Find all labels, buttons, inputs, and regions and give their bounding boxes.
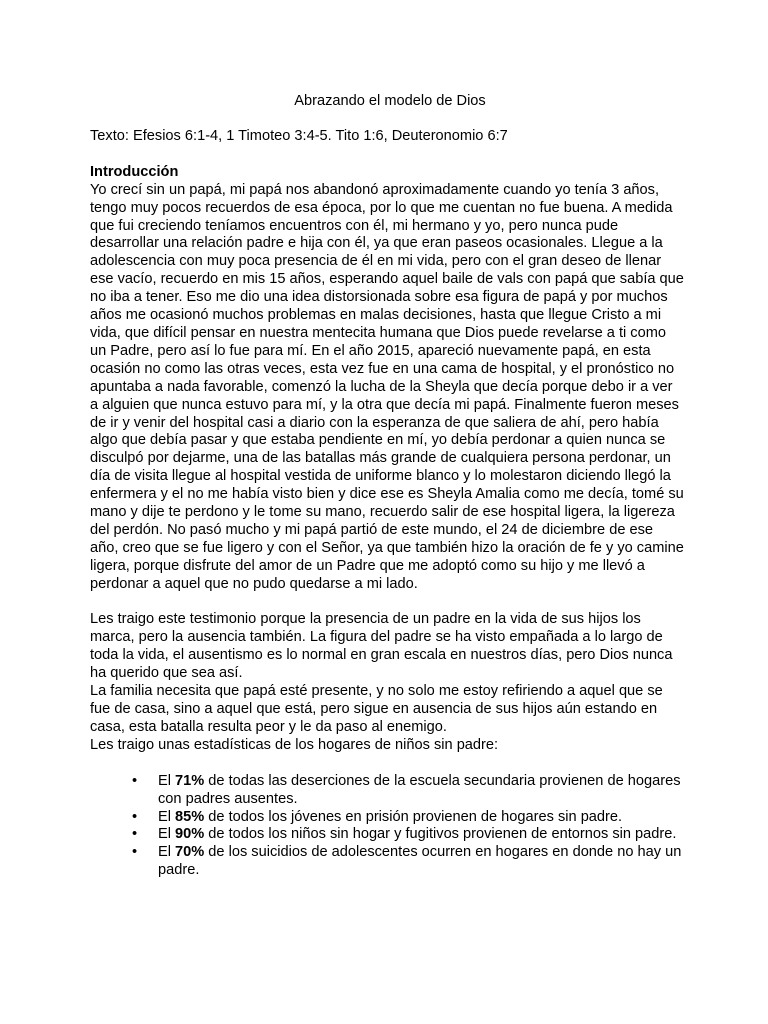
stat-prefix: El [158, 808, 176, 825]
intro-heading: Introducción [90, 163, 179, 180]
stat-percent: 71% [175, 772, 205, 789]
scripture-reference: Texto: Efesios 6:1-4, 1 Timoteo 3:4-5. Tito 1:6, Deuteronomio 6:7 [90, 127, 508, 144]
list-item [132, 826, 684, 844]
list-item [132, 844, 684, 880]
stat-percent: 90% [175, 826, 205, 843]
stat-percent: 70% [175, 844, 205, 861]
stat-prefix: El [158, 844, 176, 861]
paragraph-spacer [90, 594, 684, 612]
stat-text: de todos los niños sin hogar y fugitivos provienen de entornos sin padre. [204, 826, 677, 843]
bullet-icon: • [132, 844, 138, 861]
stat-percent: 85% [175, 808, 205, 825]
stat-text: de todos los jóvenes en prisión provienen de hogares sin padre. [204, 808, 623, 825]
bullet-icon: • [132, 772, 138, 789]
stat-text: de todas las deserciones de la escuela secundaria provienen de hogares con padres ausentes. [158, 772, 681, 807]
document-title: Abrazando el modelo de Dios [294, 93, 486, 109]
list-item [132, 773, 684, 809]
bullet-icon: • [132, 826, 138, 843]
intro-paragraph: Yo crecí sin un papá, mi papá nos abandonó aproximadamente cuando yo tenía 3 años, tengo muy pocos recuerdos de esa época, por lo que me cuentan no fue buena. A medida que fui creciendo teníamos encuentros con él, mi hermano y yo, pero nunca pude desarrollar una relación padre e hija con él, ya que eran paseos ocasionales. Llegue a la adolescencia con muy poca presencia de él en mi vida, pero con el gran deseo de llenar ese vacío, recuerdo en mis 15 años, esperando aquel baile de vals con papá que sabía que no iba a tener. Eso me dio una idea distorsionada sobre esa figura de papá y por muchos años me ocasionó muchos problemas en malas decisiones, hasta que llegue Cristo a mi vida, que difícil pensar en nuestra mentecita humana que Dios puede revelarse a ti como un Padre, pero así lo fue para mí. En el año 2015, apareció nuevamente papá, en esta ocasión no como las otras veces, esta vez fue en una cama de hospital, y el pronóstico no apuntaba a nada favorable, comenzó la lucha de la Sheyla que decía porque debo ir a ver a alguien que nunca estuvo para mí, y la otra que decía mi papá. Finalmente fueron meses de ir y venir del hospital casi a diario con la esperanza de que saliera de ahí, pero había algo que debía pasar y que estaba pendiente en mí, yo debía perdonar a quien nunca se disculpó por dejarme, una de las batallas más grande de cualquiera persona perdonar, un día de visita llegue al hospital vestida de uniforme blanco y lo molestaron diciendo llegó la enfermera y el no me había visto bien y dice ese es Sheyla Amalia como me decía, tomé su mano y dije te perdono y le tome su mano, recuerdo salir de ese hospital ligera, la ligereza del perdón. No pasó mucho y mi papá partió de este mundo, el 24 de diciembre de ese año, creo que se fue ligero y con el Señor, ya que también hizo la oración de fe y yo camine ligera, porque disfrute del amor de un Padre que me adoptó como su hijo y me llevó a perdonar a aquel que no pudo quedarse a mi lado. [90, 181, 684, 592]
stat-prefix: El [158, 826, 176, 843]
family-paragraph: La familia necesita que papá esté presente, y no solo me estoy refiriendo a aquel que se fue de casa, sino a aquel que está, pero sigue en ausencia de sus hijos aún estando en casa, esta batalla resulta peor y le da paso al enemigo. [90, 683, 663, 735]
testimony-paragraph: Les traigo este testimonio porque la presencia de un padre en la vida de sus hijos los marca, pero la ausencia también. La figura del padre se ha visto empañada a lo largo de toda la vida, el ausentismo es lo normal en gran escala en nuestros días, pero Dios nunca ha querido que sea así. [90, 611, 673, 682]
stat-text: de los suicidios de adolescentes ocurren en hogares en donde no hay un padre. [158, 844, 682, 879]
stat-prefix: El [158, 772, 176, 789]
bullet-icon: • [132, 808, 138, 825]
statistics-intro: Les traigo unas estadísticas de los hogares de niños sin padre: [90, 736, 499, 753]
statistics-list [90, 773, 684, 880]
list-item [132, 809, 684, 827]
